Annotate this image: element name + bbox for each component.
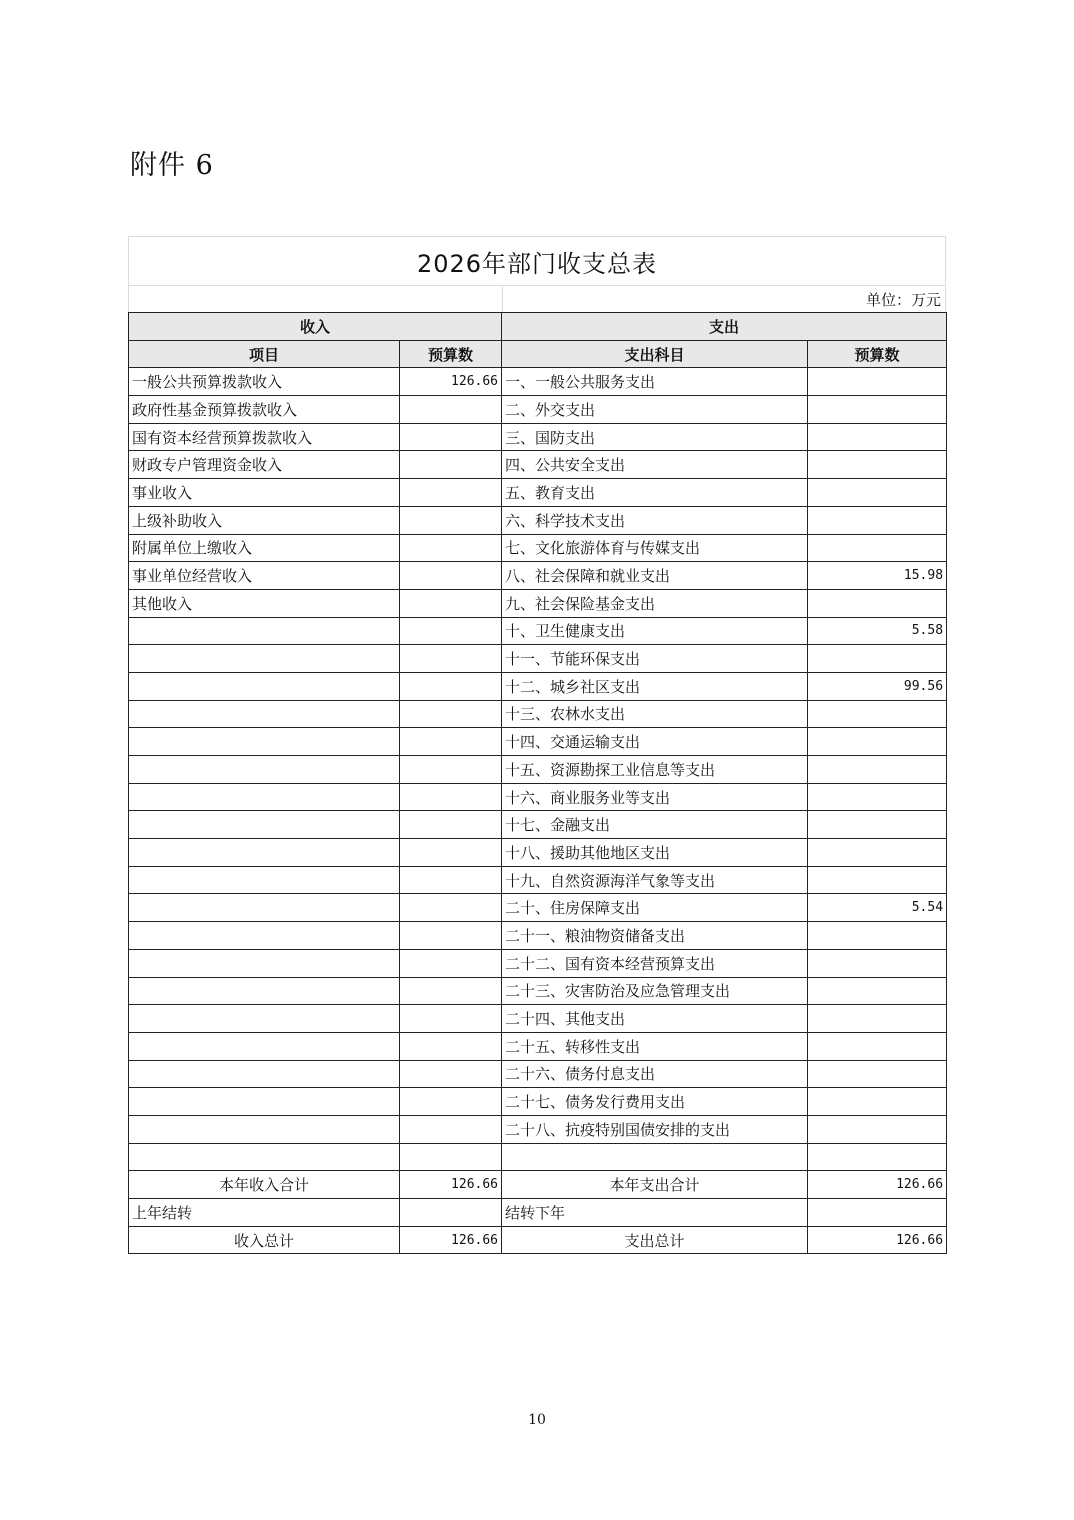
income-item-cell: 事业单位经营收入 [129, 562, 400, 590]
income-amount-cell [400, 977, 502, 1005]
table-row [129, 728, 947, 756]
income-item-cell [129, 1115, 400, 1143]
expense-amount-cell: 5.58 [808, 617, 947, 645]
expense-item-cell: 三、国防支出 [502, 423, 808, 451]
income-amount-cell [400, 1115, 502, 1143]
attachment-label: 附件 6 [130, 150, 214, 181]
expense-item-cell: 二十二、国有资本经营预算支出 [502, 949, 808, 977]
expense-amount-cell [808, 645, 947, 673]
header-row-columns [129, 340, 947, 368]
income-item-cell [129, 672, 400, 700]
expense-item-cell: 二、外交支出 [502, 396, 808, 424]
unit-label: 单位：万元 [865, 291, 941, 309]
income-amount-cell [400, 589, 502, 617]
expense-amount-cell [808, 728, 947, 756]
expense-amount-cell [808, 368, 947, 396]
table-title: 2026年部门收支总表 [128, 236, 946, 285]
unit-row [128, 285, 946, 312]
income-amount-cell [400, 451, 502, 479]
income-item-cell: 事业收入 [129, 479, 400, 507]
income-amount-cell [400, 756, 502, 784]
budget-sheet [128, 236, 946, 1254]
income-item-cell [129, 839, 400, 867]
income-amount-cell [400, 922, 502, 950]
income-item-cell: 附属单位上缴收入 [129, 534, 400, 562]
income-item-cell [129, 1005, 400, 1033]
expense-amount-cell [808, 1032, 947, 1060]
income-item-cell: 政府性基金预算拨款收入 [129, 396, 400, 424]
table-row [129, 672, 947, 700]
income-total-label: 收入总计 [129, 1226, 400, 1254]
expense-amount-cell [808, 949, 947, 977]
expense-item-cell: 四、公共安全支出 [502, 451, 808, 479]
expense-amount-cell [808, 479, 947, 507]
expense-budget-header: 预算数 [808, 340, 947, 368]
income-item-cell [129, 700, 400, 728]
year-income-label: 本年收入合计 [129, 1171, 400, 1199]
budget-table [128, 312, 947, 1254]
expense-amount-cell [808, 783, 947, 811]
grand-total-row [129, 1226, 947, 1254]
income-item-cell: 财政专户管理资金收入 [129, 451, 400, 479]
income-amount-cell [400, 894, 502, 922]
expense-item-cell: 九、社会保险基金支出 [502, 589, 808, 617]
page-number: 10 [528, 1412, 546, 1428]
income-amount-cell [400, 783, 502, 811]
expense-item-cell: 六、科学技术支出 [502, 506, 808, 534]
expense-item-cell: 一、一般公共服务支出 [502, 368, 808, 396]
income-item-cell: 一般公共预算拨款收入 [129, 368, 400, 396]
income-total-amount: 126.66 [400, 1226, 502, 1254]
income-amount-cell [400, 1143, 502, 1171]
table-row [129, 1088, 947, 1116]
income-amount-cell [400, 1005, 502, 1033]
expense-total-label: 支出总计 [502, 1226, 808, 1254]
income-amount-cell: 126.66 [400, 368, 502, 396]
table-row [129, 617, 947, 645]
table-row [129, 839, 947, 867]
income-amount-cell [400, 506, 502, 534]
expense-amount-cell [808, 977, 947, 1005]
expense-amount-cell [808, 700, 947, 728]
table-row [129, 1032, 947, 1060]
table-row [129, 423, 947, 451]
income-amount-cell [400, 396, 502, 424]
expense-amount-cell [808, 1115, 947, 1143]
income-item-cell [129, 1088, 400, 1116]
year-expense-label: 本年支出合计 [502, 1171, 808, 1199]
income-item-cell [129, 728, 400, 756]
income-amount-cell [400, 728, 502, 756]
income-amount-cell [400, 534, 502, 562]
expense-item-cell: 二十四、其他支出 [502, 1005, 808, 1033]
income-amount-cell [400, 866, 502, 894]
income-amount-cell [400, 562, 502, 590]
table-row [129, 1060, 947, 1088]
table-row [129, 922, 947, 950]
expense-amount-cell [808, 1005, 947, 1033]
table-row [129, 783, 947, 811]
table-row [129, 479, 947, 507]
expense-amount-cell [808, 589, 947, 617]
table-row [129, 700, 947, 728]
income-item-cell [129, 756, 400, 784]
income-item-cell: 国有资本经营预算拨款收入 [129, 423, 400, 451]
income-item-cell [129, 617, 400, 645]
expense-item-cell: 十六、商业服务业等支出 [502, 783, 808, 811]
income-item-cell [129, 783, 400, 811]
next-carry-amount [808, 1199, 947, 1227]
table-row [129, 1005, 947, 1033]
table-row [129, 894, 947, 922]
year-income-amount: 126.66 [400, 1171, 502, 1199]
table-row [129, 396, 947, 424]
prev-carry-label: 上年结转 [129, 1199, 400, 1227]
expense-header: 支出 [502, 313, 947, 341]
income-amount-cell [400, 645, 502, 673]
income-amount-cell [400, 700, 502, 728]
income-item-cell [129, 949, 400, 977]
income-item-cell [129, 866, 400, 894]
expense-amount-cell: 99.56 [808, 672, 947, 700]
table-row [129, 756, 947, 784]
table-row [129, 645, 947, 673]
expense-amount-cell [808, 1143, 947, 1171]
income-amount-cell [400, 949, 502, 977]
table-row [129, 866, 947, 894]
income-amount-cell [400, 1088, 502, 1116]
carry-row [129, 1199, 947, 1227]
expense-item-cell: 十五、资源勘探工业信息等支出 [502, 756, 808, 784]
income-item-cell: 其他收入 [129, 589, 400, 617]
table-row [129, 451, 947, 479]
budget-header: 预算数 [400, 340, 502, 368]
expense-item-cell: 八、社会保障和就业支出 [502, 562, 808, 590]
prev-carry-amount [400, 1199, 502, 1227]
table-row [129, 977, 947, 1005]
expense-subject-header: 支出科目 [502, 340, 808, 368]
income-header: 收入 [129, 313, 502, 341]
item-header: 项目 [129, 340, 400, 368]
table-row [129, 562, 947, 590]
income-item-cell [129, 1032, 400, 1060]
table-row [129, 1115, 947, 1143]
table-row [129, 368, 947, 396]
expense-amount-cell [808, 811, 947, 839]
expense-amount-cell [808, 1088, 947, 1116]
table-row [129, 506, 947, 534]
income-amount-cell [400, 1032, 502, 1060]
table-row [129, 534, 947, 562]
income-item-cell [129, 811, 400, 839]
income-item-cell [129, 1143, 400, 1171]
expense-amount-cell [808, 534, 947, 562]
expense-item-cell: 二十五、转移性支出 [502, 1032, 808, 1060]
expense-amount-cell: 5.54 [808, 894, 947, 922]
year-expense-amount: 126.66 [808, 1171, 947, 1199]
table-row [129, 811, 947, 839]
expense-amount-cell [808, 866, 947, 894]
expense-item-cell [502, 1143, 808, 1171]
expense-item-cell: 十三、农林水支出 [502, 700, 808, 728]
expense-item-cell: 十四、交通运输支出 [502, 728, 808, 756]
expense-amount-cell [808, 756, 947, 784]
expense-amount-cell [808, 423, 947, 451]
next-carry-label: 结转下年 [502, 1199, 808, 1227]
year-total-row [129, 1171, 947, 1199]
expense-amount-cell [808, 451, 947, 479]
expense-amount-cell [808, 839, 947, 867]
expense-amount-cell [808, 1060, 947, 1088]
expense-item-cell: 二十三、灾害防治及应急管理支出 [502, 977, 808, 1005]
income-item-cell [129, 645, 400, 673]
expense-item-cell: 二十八、抗疫特别国债安排的支出 [502, 1115, 808, 1143]
income-amount-cell [400, 423, 502, 451]
income-amount-cell [400, 672, 502, 700]
header-row-groups [129, 313, 947, 341]
expense-amount-cell [808, 922, 947, 950]
expense-item-cell: 十八、援助其他地区支出 [502, 839, 808, 867]
table-row [129, 1143, 947, 1171]
income-amount-cell [400, 617, 502, 645]
income-amount-cell [400, 479, 502, 507]
expense-item-cell: 十九、自然资源海洋气象等支出 [502, 866, 808, 894]
income-amount-cell [400, 811, 502, 839]
expense-item-cell: 十二、城乡社区支出 [502, 672, 808, 700]
income-amount-cell [400, 1060, 502, 1088]
expense-amount-cell [808, 396, 947, 424]
income-item-cell [129, 977, 400, 1005]
income-item-cell [129, 922, 400, 950]
expense-item-cell: 二十六、债务付息支出 [502, 1060, 808, 1088]
expense-item-cell: 十七、金融支出 [502, 811, 808, 839]
expense-item-cell: 二十一、粮油物资储备支出 [502, 922, 808, 950]
expense-item-cell: 五、教育支出 [502, 479, 808, 507]
income-item-cell [129, 1060, 400, 1088]
expense-item-cell: 十一、节能环保支出 [502, 645, 808, 673]
unit-row-blank [129, 286, 503, 312]
expense-item-cell: 七、文化旅游体育与传媒支出 [502, 534, 808, 562]
expense-item-cell: 二十、住房保障支出 [502, 894, 808, 922]
income-item-cell: 上级补助收入 [129, 506, 400, 534]
expense-amount-cell [808, 506, 947, 534]
table-row [129, 949, 947, 977]
expense-item-cell: 二十七、债务发行费用支出 [502, 1088, 808, 1116]
income-item-cell [129, 894, 400, 922]
expense-item-cell: 十、卫生健康支出 [502, 617, 808, 645]
table-row [129, 589, 947, 617]
expense-total-amount: 126.66 [808, 1226, 947, 1254]
expense-amount-cell: 15.98 [808, 562, 947, 590]
income-amount-cell [400, 839, 502, 867]
